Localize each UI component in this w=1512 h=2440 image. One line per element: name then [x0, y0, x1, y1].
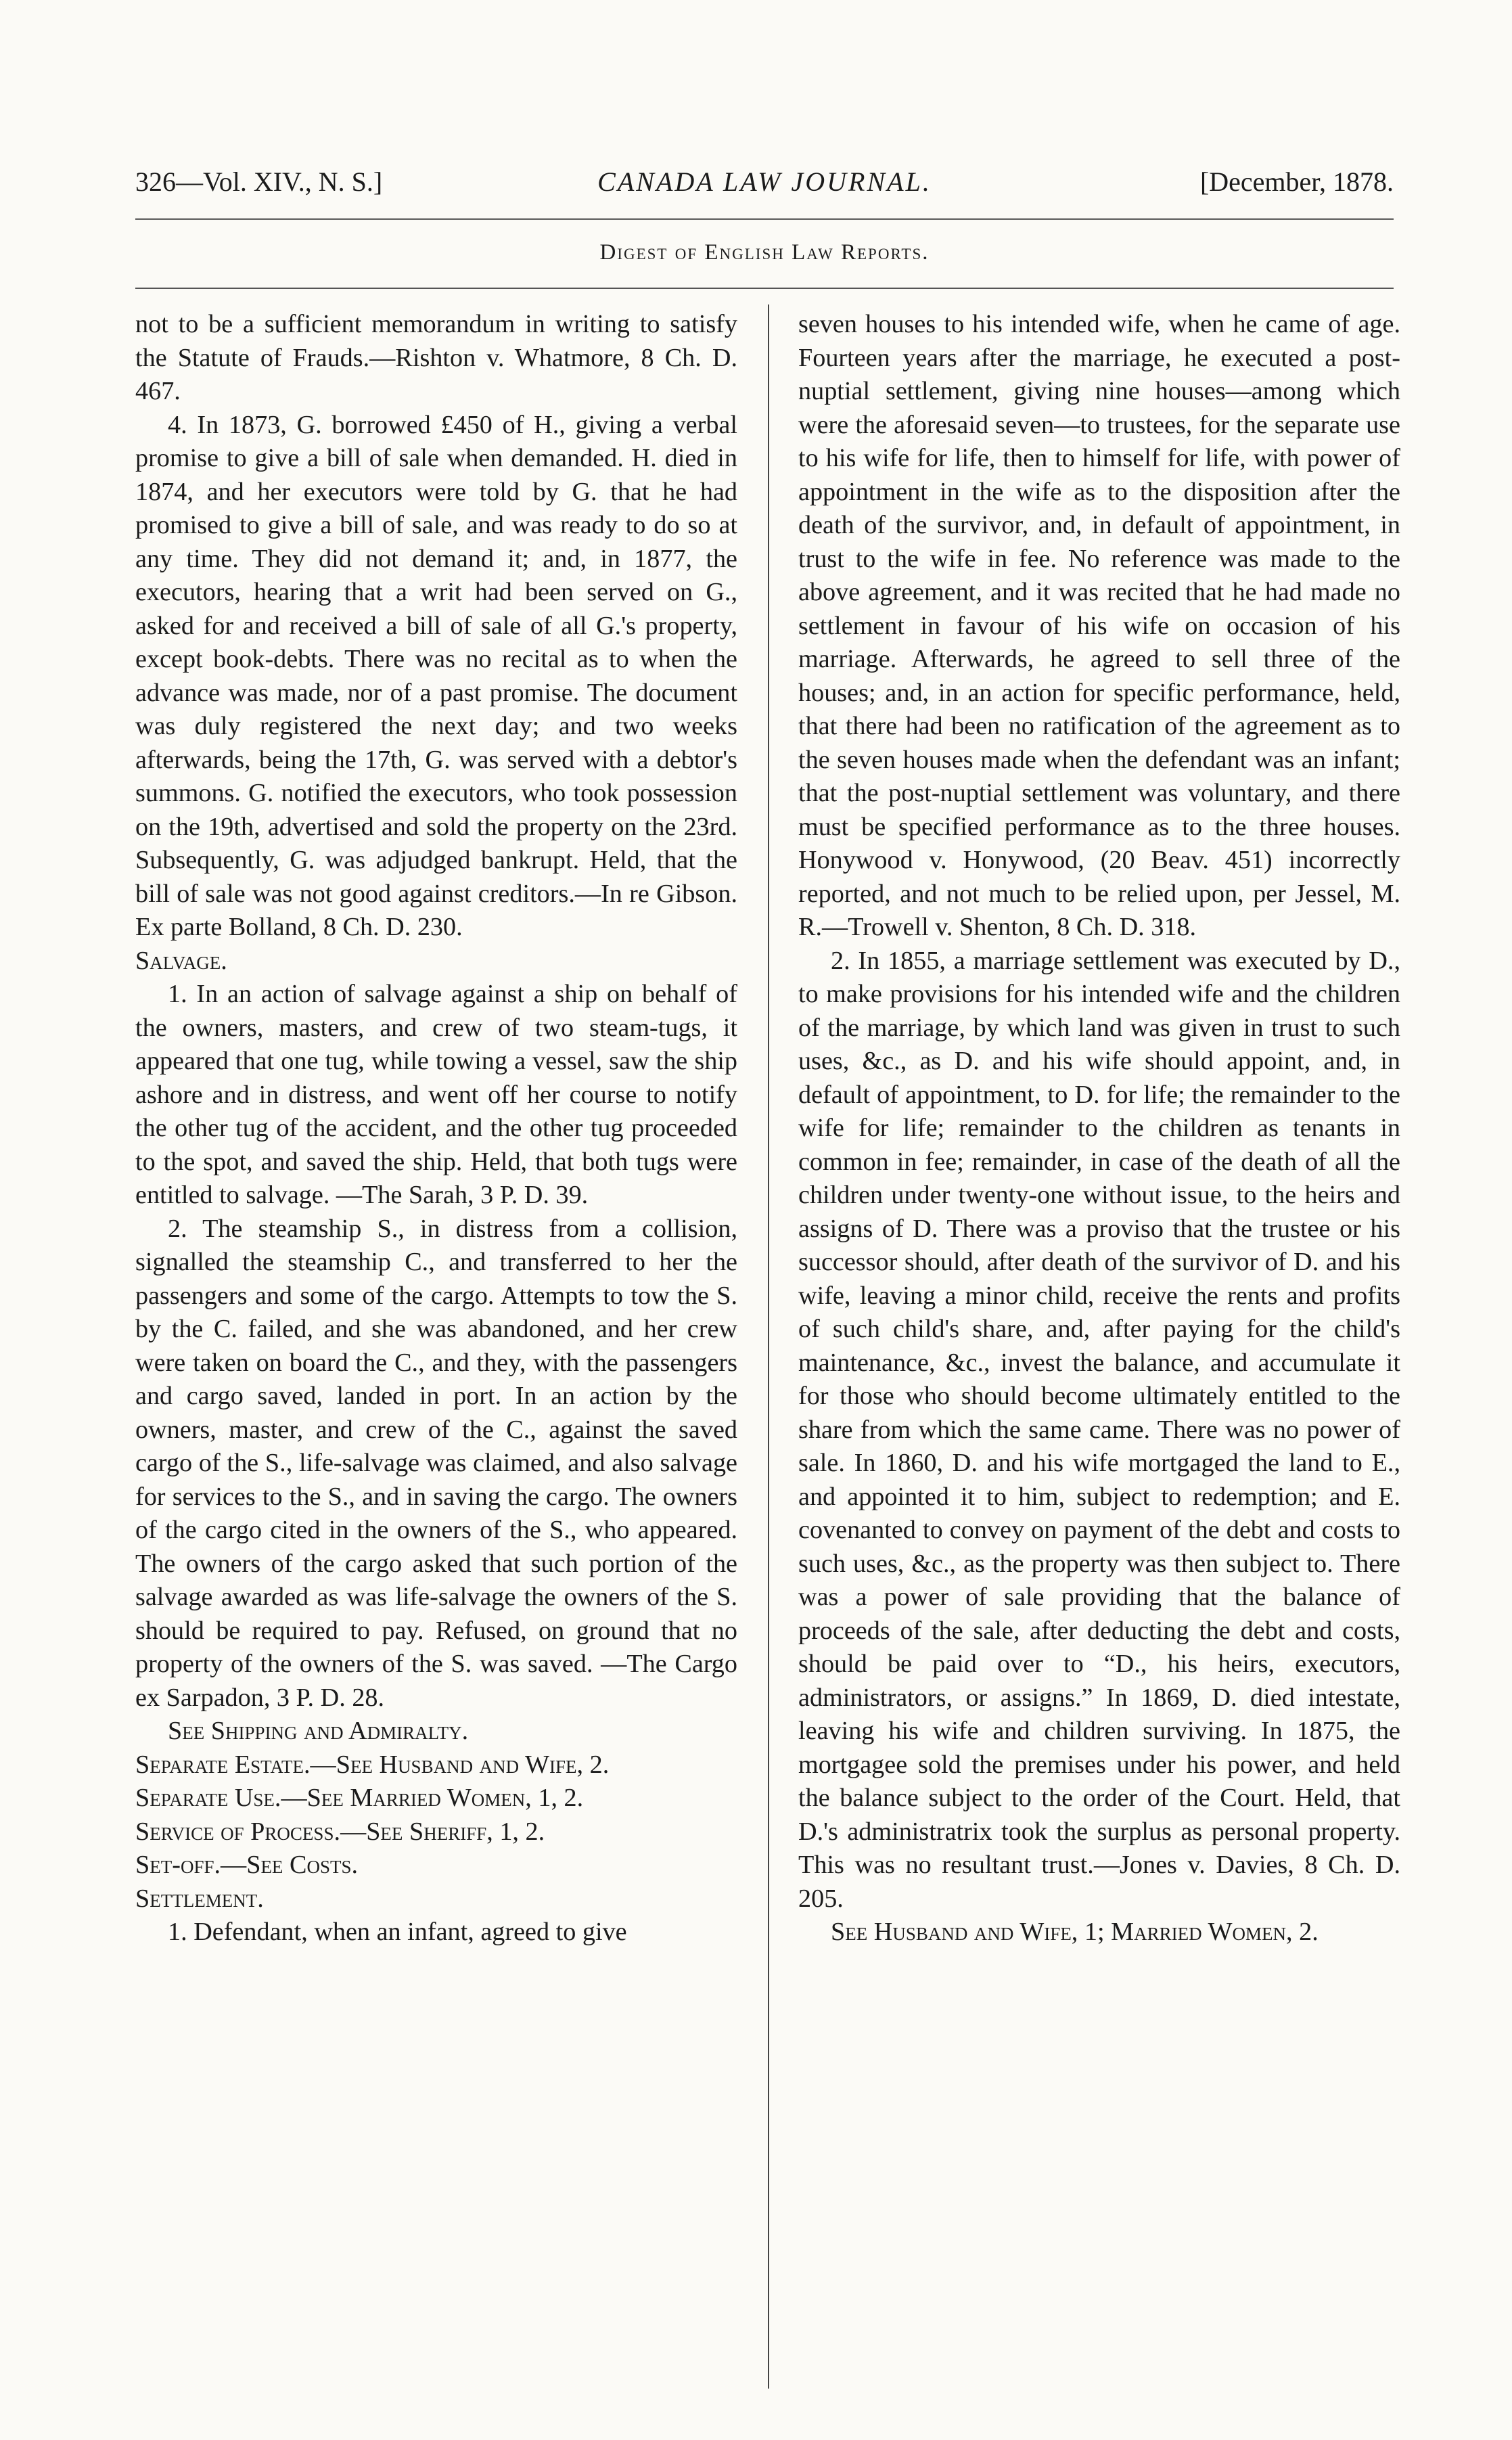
- section-rule: [135, 288, 1394, 289]
- cross-reference: See Shipping and Admiralty.: [168, 1717, 469, 1745]
- paragraph-settlement-2: 2. In 1855, a marriage settlement was executed by D., to make provisions for his intended wife and the children of the marriage, by which land was given in trust to such uses, &c., as D. and his wife should appoint, and, in default of appointment, to D. for life; the remainder to the wife for life; remainder to the children as tenants in common in fee; remainder, in case of the death of all the children under twenty-one without issue, to the heirs and assigns of D. There was a proviso that the trustee or his successor should, after death of the survivor of D. and his wife, leaving a minor child, receive the rents and profits of such child's share, and, after paying for the child's maintenance, &c., invest the balance, and accumulate it for those who should become ultimately entitled to the share from which the same came. There was no power of sale. In 1860, D. and his wife mortgaged the land to E., and appointed it to him, subject to redemption; and E. covenanted to convey on payment of the debt and costs to such uses, &c., as the property was then subject to. There was a power of sale providing that the balance of proceeds of the sale, after deducting the debt and costs, should be paid over to “D., his heirs, executors, administrators, or assigns.” In 1869, D. died intestate, leaving his wife and children surviving. In 1875, the mortgagee sold the premises under his power, and held the balance subject to the order of the Court. Held, that D.'s administratrix took the surplus as personal property. This was no resultant trust.—Jones v. Davies, 8 Ch. D. 205.: [798, 946, 1400, 1913]
- index-entry-service-of-process: Service of Process.—See Sheriff, 1, 2.: [135, 1817, 545, 1846]
- journal-title: CANADA LAW JOURNAL.: [597, 166, 932, 197]
- paragraph-salvage-1: 1. In an action of salvage against a ship on behalf of the owners, masters, and crew of two steam-tugs, it appeared that one tug, while towing a vessel, saw the ship ashore and in distress, and went off her course to notify the other tug of the accident, and the other tug proceeded to the spot, and saved the ship. Held, that both tugs were entitled to salvage. —The Sarah, 3 P. D. 39.: [135, 980, 737, 1209]
- paragraph-salvage-2: 2. The steamship S., in distress from a collision, signalled the steamship C., and transferred to her the passengers and some of the cargo. Attempts to tow the S. by the C. failed, and she was abandoned, and her crew were taken on board the C., and they, with the passengers and cargo saved, landed in port. In an action by the owners, master, and crew of the C., against the saved cargo of the S., life-salvage was claimed, and also salvage for services to the S., and in saving the cargo. The owners of the cargo cited in the owners of the S., who appeared. The owners of the cargo asked that such portion of the salvage awarded as was life-salvage the owners of the S. should be required to pay. Refused, on ground that no property of the owners of the S. was saved. —The Cargo ex Sarpadon, 3 P. D. 28.: [135, 1214, 737, 1712]
- heading-salvage: Salvage.: [135, 946, 227, 975]
- issue-date: [December, 1878.: [1199, 166, 1394, 197]
- index-entry-separate-use: Separate Use.—See Married Women, 1, 2.: [135, 1784, 584, 1812]
- right-column: [798, 308, 1400, 1949]
- column-divider: [768, 304, 769, 2389]
- index-entry-separate-estate: Separate Estate.—See Husband and Wife, 2.: [135, 1750, 610, 1779]
- header-rule: [135, 218, 1394, 220]
- paragraph-settlement-1: 1. Defendant, when an infant, agreed to give: [168, 1918, 627, 1946]
- volume-number: 326—Vol. XIV., N. S.]: [135, 166, 383, 197]
- index-entry-set-off: Set-off.—See Costs.: [135, 1851, 359, 1879]
- heading-settlement: Settlement.: [135, 1884, 264, 1913]
- left-column: [135, 308, 737, 1949]
- cross-reference: See Husband and Wife, 1; Married Women, 2.: [831, 1918, 1319, 1946]
- paragraph-continued: seven houses to his intended wife, when he came of age. Fourteen years after the marriage, he executed a post-nuptial settlement, giving nine houses—among which were the aforesaid seven—to trustees, for the separate use to his wife for life, then to himself for life, with power of appointment in the wife as to the disposition after the death of the survivor, and, in default of appointment, in trust to the wife in fee. No reference was made to the above agreement, and it was recited that he had made no settlement in favour of his wife on occasion of his marriage. Afterwards, he agreed to sell three of the houses; and, in an action for specific performance, held, that there had been no ratification of the agreement as to the seven houses made when the defendant was an infant; that the post-nuptial settlement was voluntary, and there must be specified performance as to the three houses. Honywood v. Honywood, (20 Beav. 451) incorrectly reported, and not much to be relied upon, per Jessel, M. R.—Trowell v. Shenton, 8 Ch. D. 318.: [798, 310, 1400, 941]
- paragraph-continued: not to be a sufficient memorandum in writing to satisfy the Statute of Frauds.—Rishton v. Whatmore, 8 Ch. D. 467.: [135, 310, 737, 405]
- paragraph-case-4: 4. In 1873, G. borrowed £450 of H., giving a verbal promise to give a bill of sale when demanded. H. died in 1874, and her executors were told by G. that he had promised to give a bill of sale, and was ready to do so at any time. They did not demand it; and, in 1877, the executors, hearing that a writ had been served on G., asked for and received a bill of sale of all G.'s property, except book-debts. There was no recital as to when the advance was made, nor of a past promise. The document was duly registered the next day; and two weeks afterwards, being the 17th, G. was served with a debtor's summons. G. notified the executors, who took possession on the 19th, advertised and sold the property on the 23rd. Subsequently, G. was adjudged bankrupt. Held, that the bill of sale was not good against creditors.—In re Gibson. Ex parte Bolland, 8 Ch. D. 230.: [135, 410, 737, 941]
- section-title: Digest of English Law Reports.: [599, 240, 930, 265]
- running-header: [135, 166, 1394, 206]
